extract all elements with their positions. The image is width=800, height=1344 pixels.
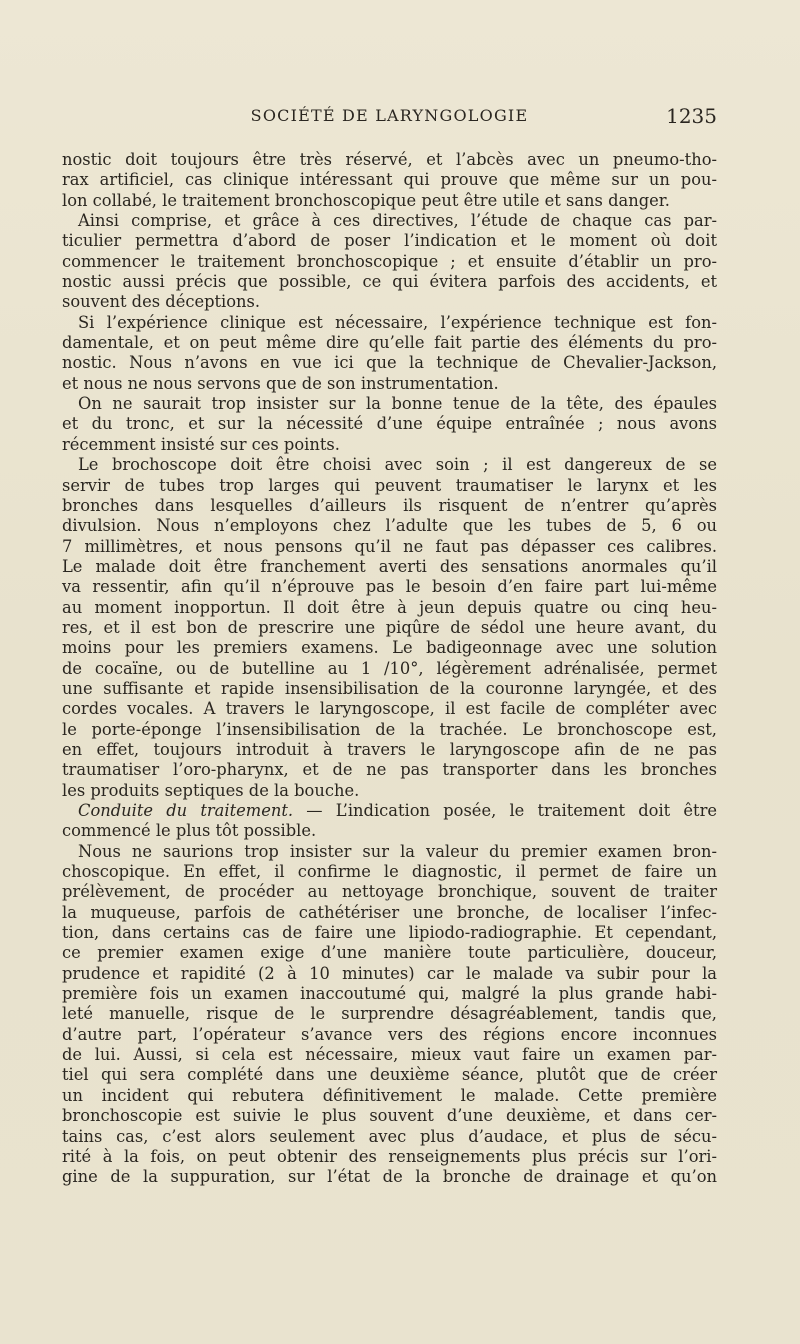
text-line: 7 millimètres, et nous pensons qu’il ne faut pas dépasser ces calibres. [62, 536, 717, 556]
text-line: commencé le plus tôt possible. [62, 821, 317, 841]
text-line: en effet, toujours introduit à travers le laryngoscope afin de ne pas [62, 739, 717, 759]
text-line: tiel qui sera complété dans une deuxième séance, plutôt que de créer [62, 1065, 717, 1085]
text-line: divulsion. Nous n’employons chez l’adulte que les tubes de 5, 6 ou [62, 516, 717, 536]
text-line: Si l’expérience clinique est nécessaire, l’expérience technique est fon- [78, 312, 717, 332]
text-line: Le brochoscope doit être choisi avec soin ; il est dangereux de se [78, 455, 717, 475]
text-line: va ressentir, afin qu’il n’éprouve pas le besoin d’en faire part lui-même [62, 577, 717, 597]
running-header [62, 104, 717, 132]
paragraph [62, 313, 717, 394]
text-line: prudence et rapidité (2 à 10 minutes) car le malade va subir pour la [62, 963, 717, 983]
paragraph [62, 842, 717, 1188]
text-line: rax artificiel, cas clinique intéressant qui prouve que même sur un pou- [62, 170, 717, 190]
text-line: Ainsi comprise, et grâce à ces directives, l’étude de chaque cas par- [78, 211, 717, 231]
text-line: de lui. Aussi, si cela est nécessaire, mieux vaut faire un examen par- [62, 1045, 717, 1065]
text-line: moins pour les premiers examens. Le badigeonnage avec une solution [62, 638, 717, 658]
text-line: et du tronc, et sur la nécessité d’une équipe entraînée ; nous avons [62, 414, 717, 434]
text-line: d’autre part, l’opérateur s’avance vers des régions encore inconnues [62, 1024, 717, 1044]
text-line: ce premier examen exige d’une manière toute particulière, douceur, [62, 943, 717, 963]
text-line: damentale, et on peut même dire qu’elle fait partie des éléments du pro- [62, 333, 717, 353]
text-line: prélèvement, de procéder au nettoyage bronchique, souvent de traiter [62, 882, 717, 902]
body-text [62, 150, 717, 1188]
text-line: un incident qui rebutera définitivement le malade. Cette première [62, 1085, 717, 1105]
text-line: souvent des déceptions. [62, 292, 261, 312]
paragraph [62, 211, 717, 313]
text-line: première fois un examen inaccoutumé qui, malgré la plus grande habi- [62, 984, 717, 1004]
paragraph [62, 801, 717, 842]
paragraph [62, 455, 717, 801]
text-line: les produits septiques de la bouche. [62, 780, 360, 800]
text-line: Nous ne saurions trop insister sur la valeur du premier examen bron- [78, 841, 717, 861]
text-line: Conduite du traitement. — L’indication posée, le traitement doit être [78, 801, 718, 820]
text-line: nostic doit toujours être très réservé, et l’abcès avec un pneumo-tho- [62, 150, 717, 169]
page-number: 1235 [666, 104, 717, 128]
text-line: gine de la suppuration, sur l’état de la bronche de drainage et qu’on [62, 1167, 717, 1187]
paragraph [62, 150, 717, 211]
text-line: cordes vocales. A travers le laryngoscope, il est facile de compléter avec [62, 699, 717, 719]
text-line: récemment insisté sur ces points. [62, 434, 340, 454]
text-line: le porte-éponge l’insensibilisation de la trachée. Le bronchoscope est, [62, 719, 717, 739]
text-line: commencer le traitement bronchoscopique ; et ensuite d’établir un pro- [62, 251, 717, 271]
text-line: de cocaïne, ou de butelline au 1 /10°, légèrement adrénalisée, permet [62, 658, 717, 678]
text-line: res, et il est bon de prescrire une piqûre de sédol une heure avant, du [62, 617, 717, 637]
text-line: lon collabé, le traitement bronchoscopique peut être utile et sans danger. [62, 190, 670, 210]
text-line: rité à la fois, on peut obtenir des renseignements plus précis sur l’ori- [62, 1146, 717, 1166]
text-line: une suffisante et rapide insensibilisation de la couronne laryngée, et des [62, 678, 717, 698]
text-line: tains cas, c’est alors seulement avec plus d’audace, et plus de sécu- [62, 1126, 717, 1146]
text-line: au moment inopportun. Il doit être à jeun depuis quatre ou cinq heu- [62, 597, 717, 617]
text-line: leté manuelle, risque de le surprendre désagréablement, tandis que, [62, 1004, 717, 1024]
text-line: la muqueuse, parfois de cathétériser une bronche, de localiser l’infec- [62, 902, 717, 922]
text-line: On ne saurait trop insister sur la bonne tenue de la tête, des épaules [78, 394, 717, 414]
text-line: nostic aussi précis que possible, ce qui évitera parfois des accidents, et [62, 272, 717, 292]
section-heading: Conduite du traitement. [78, 801, 294, 820]
text-line: bronchoscopie est suivie le plus souvent d’une deuxième, et dans cer- [62, 1106, 717, 1126]
text-line: tion, dans certains cas de faire une lipiodo-radiographie. Et cependant, [62, 923, 717, 943]
header-title: SOCIÉTÉ DE LARYNGOLOGIE [250, 106, 529, 125]
paragraph [62, 394, 717, 455]
text-line: traumatiser l’oro-pharynx, et de ne pas transporter dans les bronches [62, 760, 717, 780]
text-line: et nous ne nous servons que de son instrumentation. [62, 373, 499, 393]
text-line: Le malade doit être franchement averti des sensations anormales qu’il [62, 556, 717, 576]
text-line: ticulier permettra d’abord de poser l’indication et le moment où doit [62, 231, 717, 251]
text-line: bronches dans lesquelles d’ailleurs ils risquent de n’entrer qu’après [62, 495, 717, 515]
text-line: choscopique. En effet, il confirme le diagnostic, il permet de faire un [62, 862, 717, 882]
text-line: nostic. Nous n’avons en vue ici que la technique de Chevalier-Jackson, [62, 353, 717, 373]
text-line: servir de tubes trop larges qui peuvent traumatiser le larynx et les [62, 475, 717, 495]
